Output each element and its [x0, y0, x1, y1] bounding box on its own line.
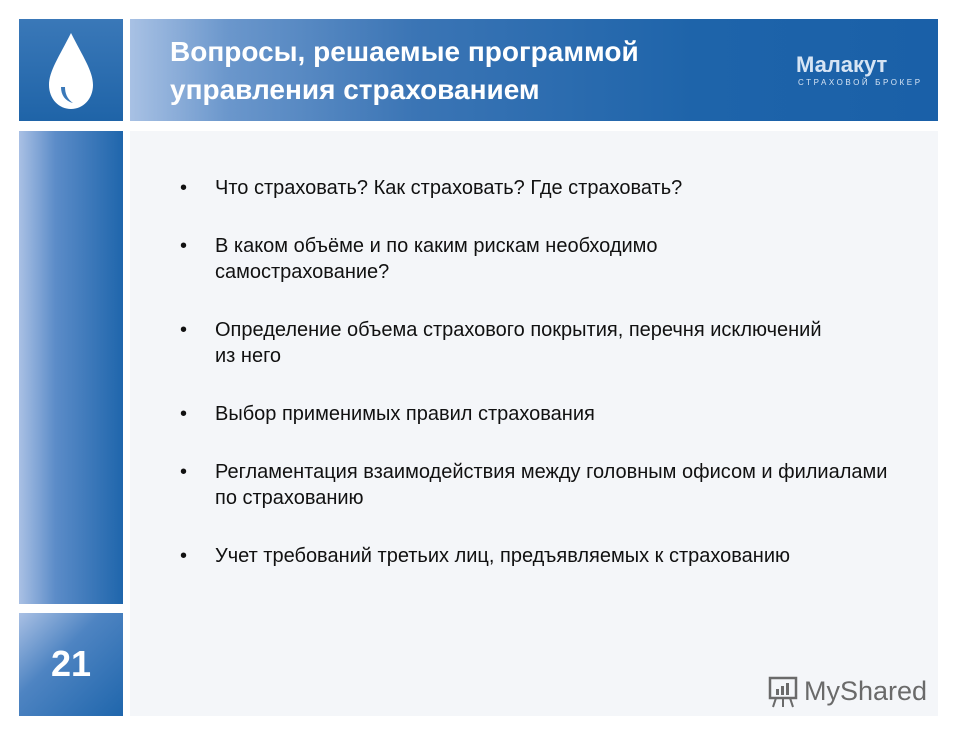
brand-tagline: СТРАХОВОЙ БРОКЕР	[798, 78, 923, 87]
presentation-board-icon	[766, 674, 800, 708]
bullet-icon: •	[180, 319, 188, 341]
side-decoration-bar	[19, 131, 123, 604]
list-item: • Определение объема страхового покрытия, перечня исключений из него	[180, 319, 822, 367]
watermark	[766, 674, 927, 708]
list-item: • Выбор применимых правил страхования	[180, 403, 595, 425]
slide-number: 21	[50, 643, 92, 684]
droplet-icon	[19, 19, 123, 121]
bullet-icon: •	[180, 461, 188, 483]
list-item: • Учет требований третьих лиц, предъявляемых к страхованию	[180, 545, 791, 567]
slide-title	[170, 33, 639, 109]
brand-logo: Малакут	[796, 52, 888, 77]
title-line-1: Вопросы, решаемые программой	[170, 36, 639, 67]
bullet-icon: •	[180, 403, 188, 425]
list-item: • Регламентация взаимодействия между головным офисом и филиалами по страхованию	[180, 461, 888, 509]
bullet-icon: •	[180, 177, 188, 199]
title-line-2: управления страхованием	[170, 74, 540, 105]
watermark-text: MyShared	[804, 675, 928, 706]
list-item: • В каком объёме и по каким рискам необходимо самострахование?	[180, 235, 658, 283]
list-item: • Что страховать? Как страховать? Где страховать?	[180, 177, 683, 199]
bullet-icon: •	[180, 235, 188, 257]
bullet-icon: •	[180, 545, 188, 567]
bullet-list	[180, 175, 920, 601]
logo-box	[19, 19, 123, 121]
